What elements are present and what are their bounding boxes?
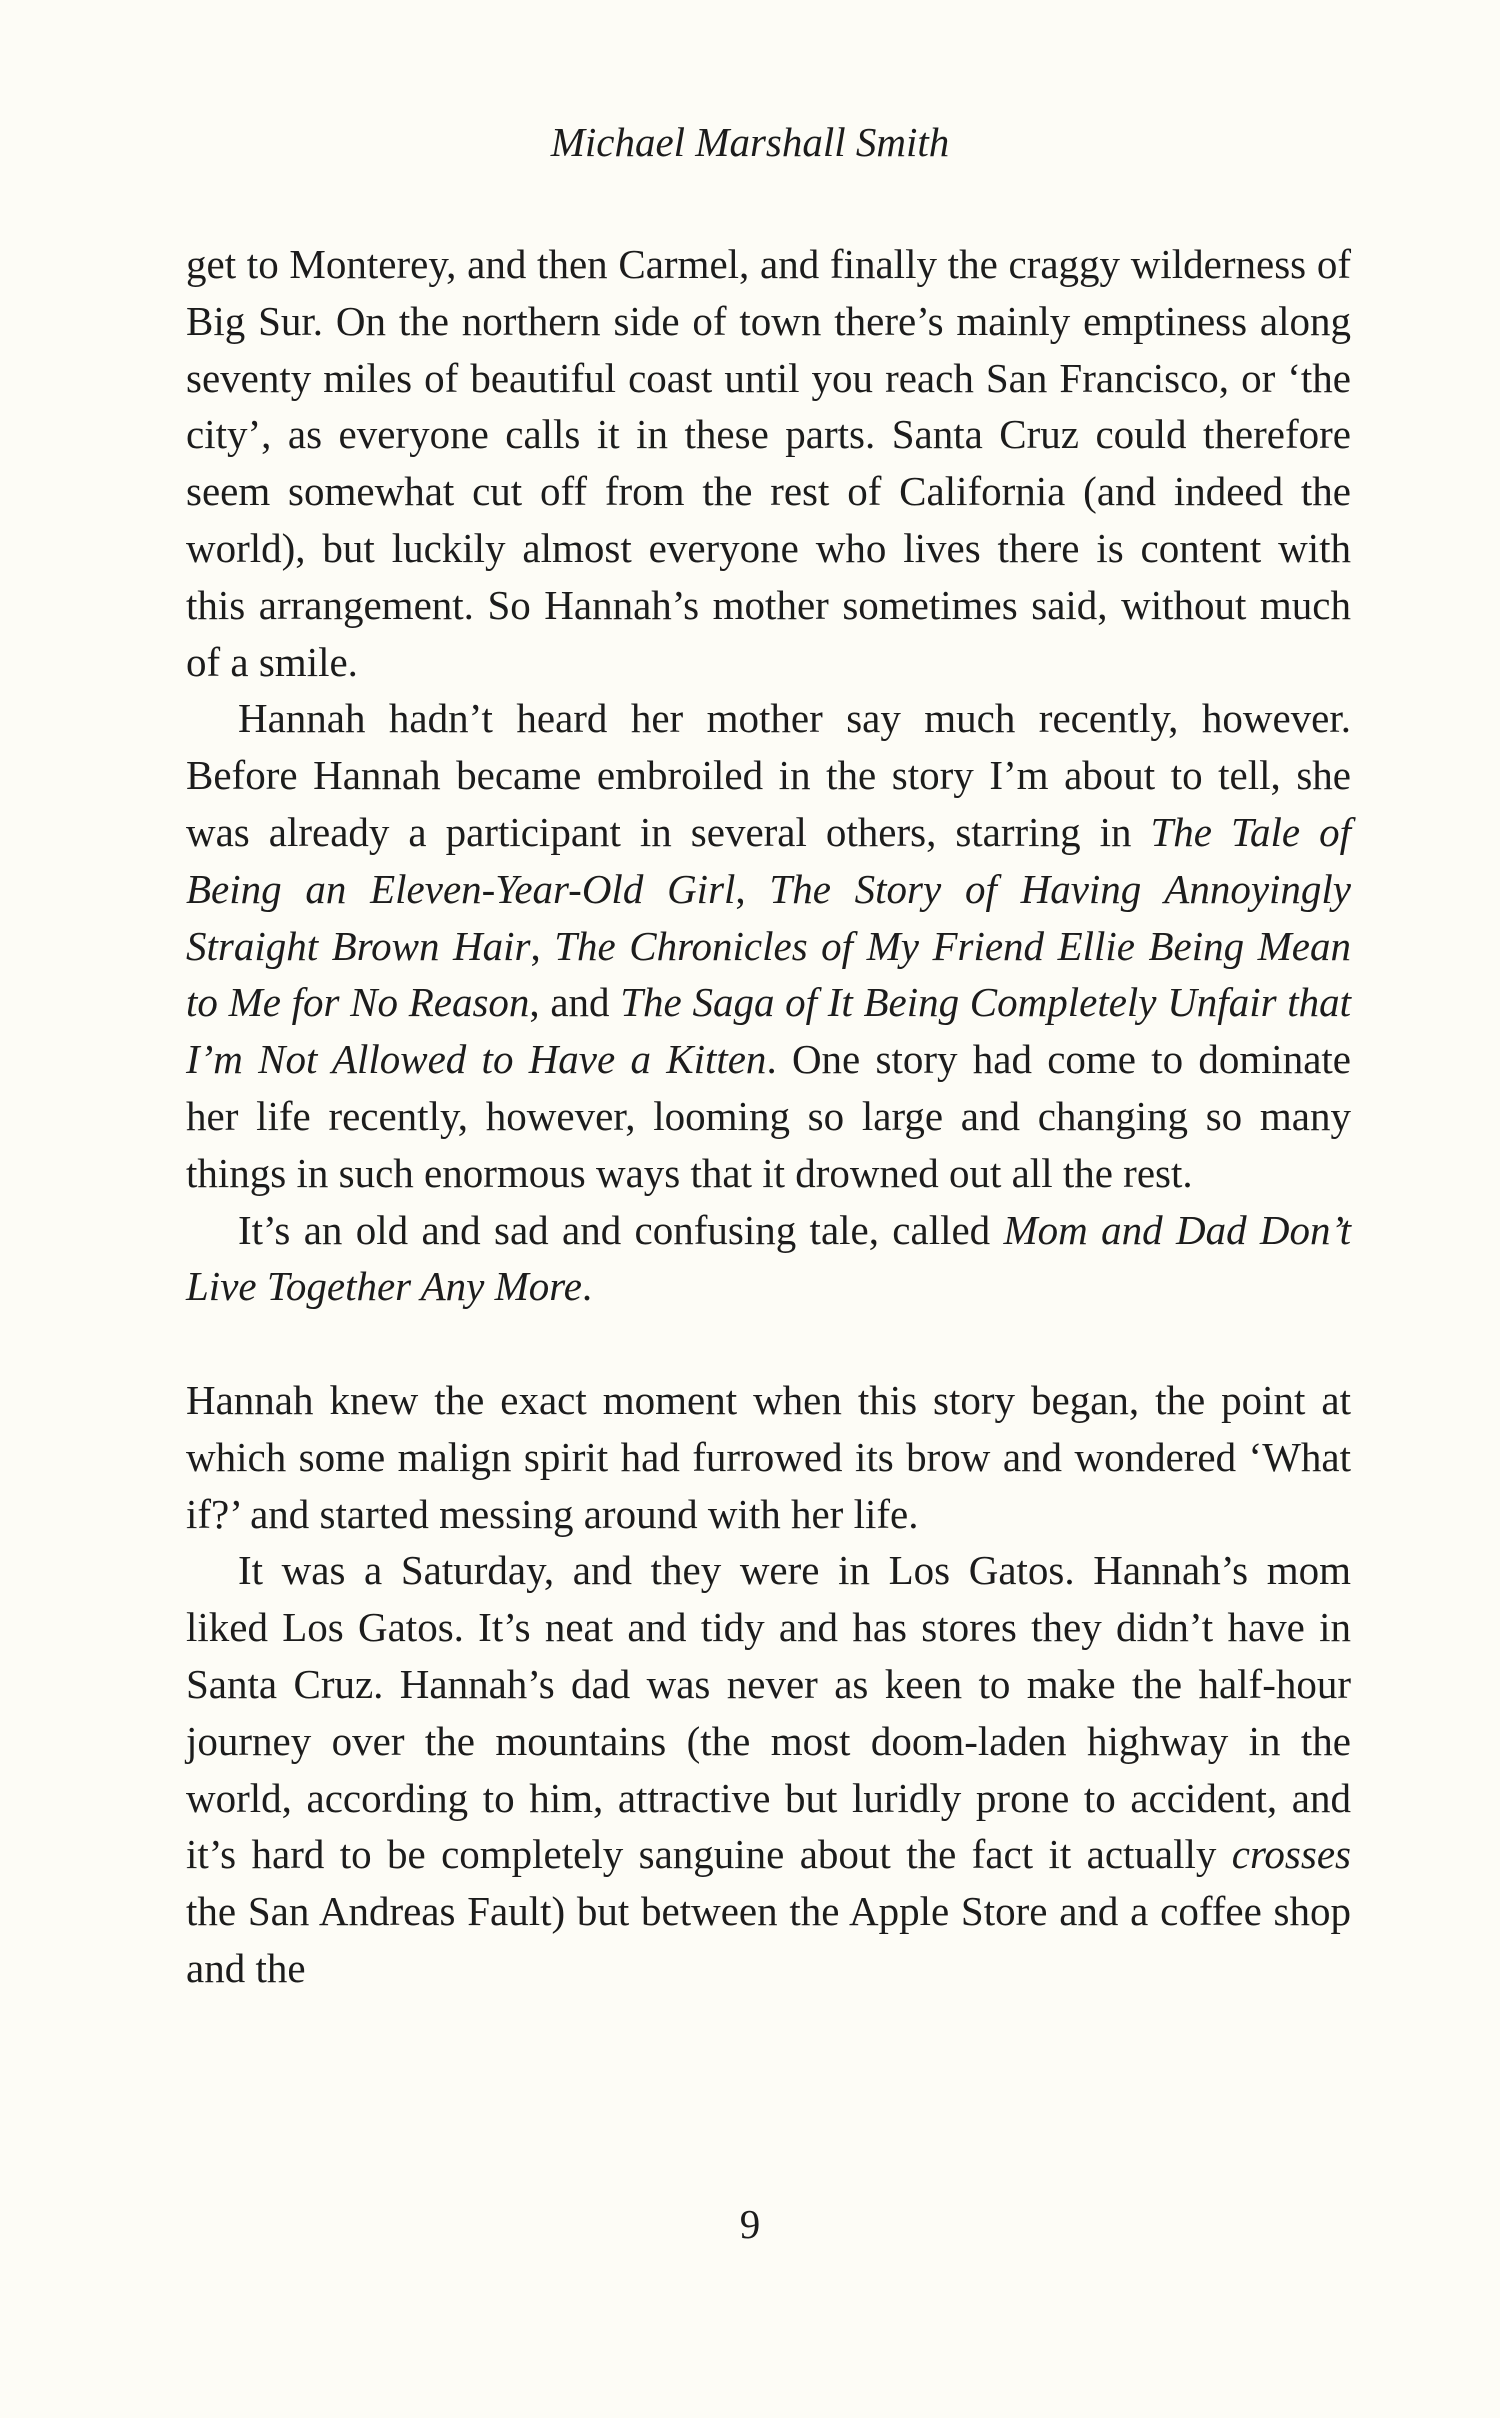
paragraph-3 [186,1202,1351,1316]
emphasis: crosses [1231,1831,1351,1878]
story-title: Mom and Dad Don’t Live Together Any More [186,1206,1352,1310]
story-title: The Saga of It Being Completely Unfair that I’m Not Allowed to Have a Kitten [186,979,1352,1083]
running-head-author: Michael Marshall Smith [550,119,950,165]
paragraph-2 [186,690,1351,1201]
body-text [186,236,1351,1997]
text-span: Hannah hadn’t heard her mother say much recently, however. Before Hannah became embroiled in the story I’m about to tell, she was already a participant in several others, starring in [186,695,1351,855]
text-span: , [735,865,770,912]
text-span: , [530,922,555,969]
paragraph-4: Hannah knew the exact moment when this story began, the point at which some malign spirit had furrowed its brow and wondered ‘What if?’ and started messing around with her life. [186,1376,1351,1537]
text-span: It was a Saturday, and they were in Los Gatos. Hannah’s mom liked Los Gatos. It’s neat and tidy and has stores they didn’t have in Santa Cruz. Hannah’s dad was never as keen to make the half-hour journey over the mountains (the most doom-laden highway in the world, according to him, attractive but luridly prone to accident, and it’s hard to be completely sanguine about the fact it actually [186,1547,1351,1878]
story-title: The Story of Having Annoyingly Straight Brown Hair [186,865,1352,969]
paragraph-1: get to Monterey, and then Carmel, and finally the craggy wilderness of Big Sur. On the northern side of town there’s mainly emptiness along seventy miles of beautiful coast until you reach San Francisco, or ‘the city’, as everyone calls it in these parts. Santa Cruz could therefore seem somewhat cut off from the rest of California (and indeed the world), but luckily almost everyone who lives there is content with this arrangement. So Hannah’s mother sometimes said, without much of a smile. [186,241,1351,685]
story-title: The Chronicles of My Friend Ellie Being Mean to Me for No Reason [186,922,1351,1026]
story-title: The Tale of Being an Eleven-Year-Old Girl [186,808,1351,912]
text-span: It’s an old and sad and confusing tale, called [238,1206,1004,1253]
page-number: 9 [739,2201,761,2247]
text-span: the San Andreas Fault) but between the Apple Store and a coffee shop and the [186,1888,1351,1991]
text-span: . [581,1263,593,1310]
text-span: . One story had come to dominate her life recently, however, looming so large and changing so many things in such enormous ways that it drowned out all the rest. [186,1036,1351,1196]
paragraph-5 [186,1542,1351,1996]
text-span: , and [529,979,621,1026]
